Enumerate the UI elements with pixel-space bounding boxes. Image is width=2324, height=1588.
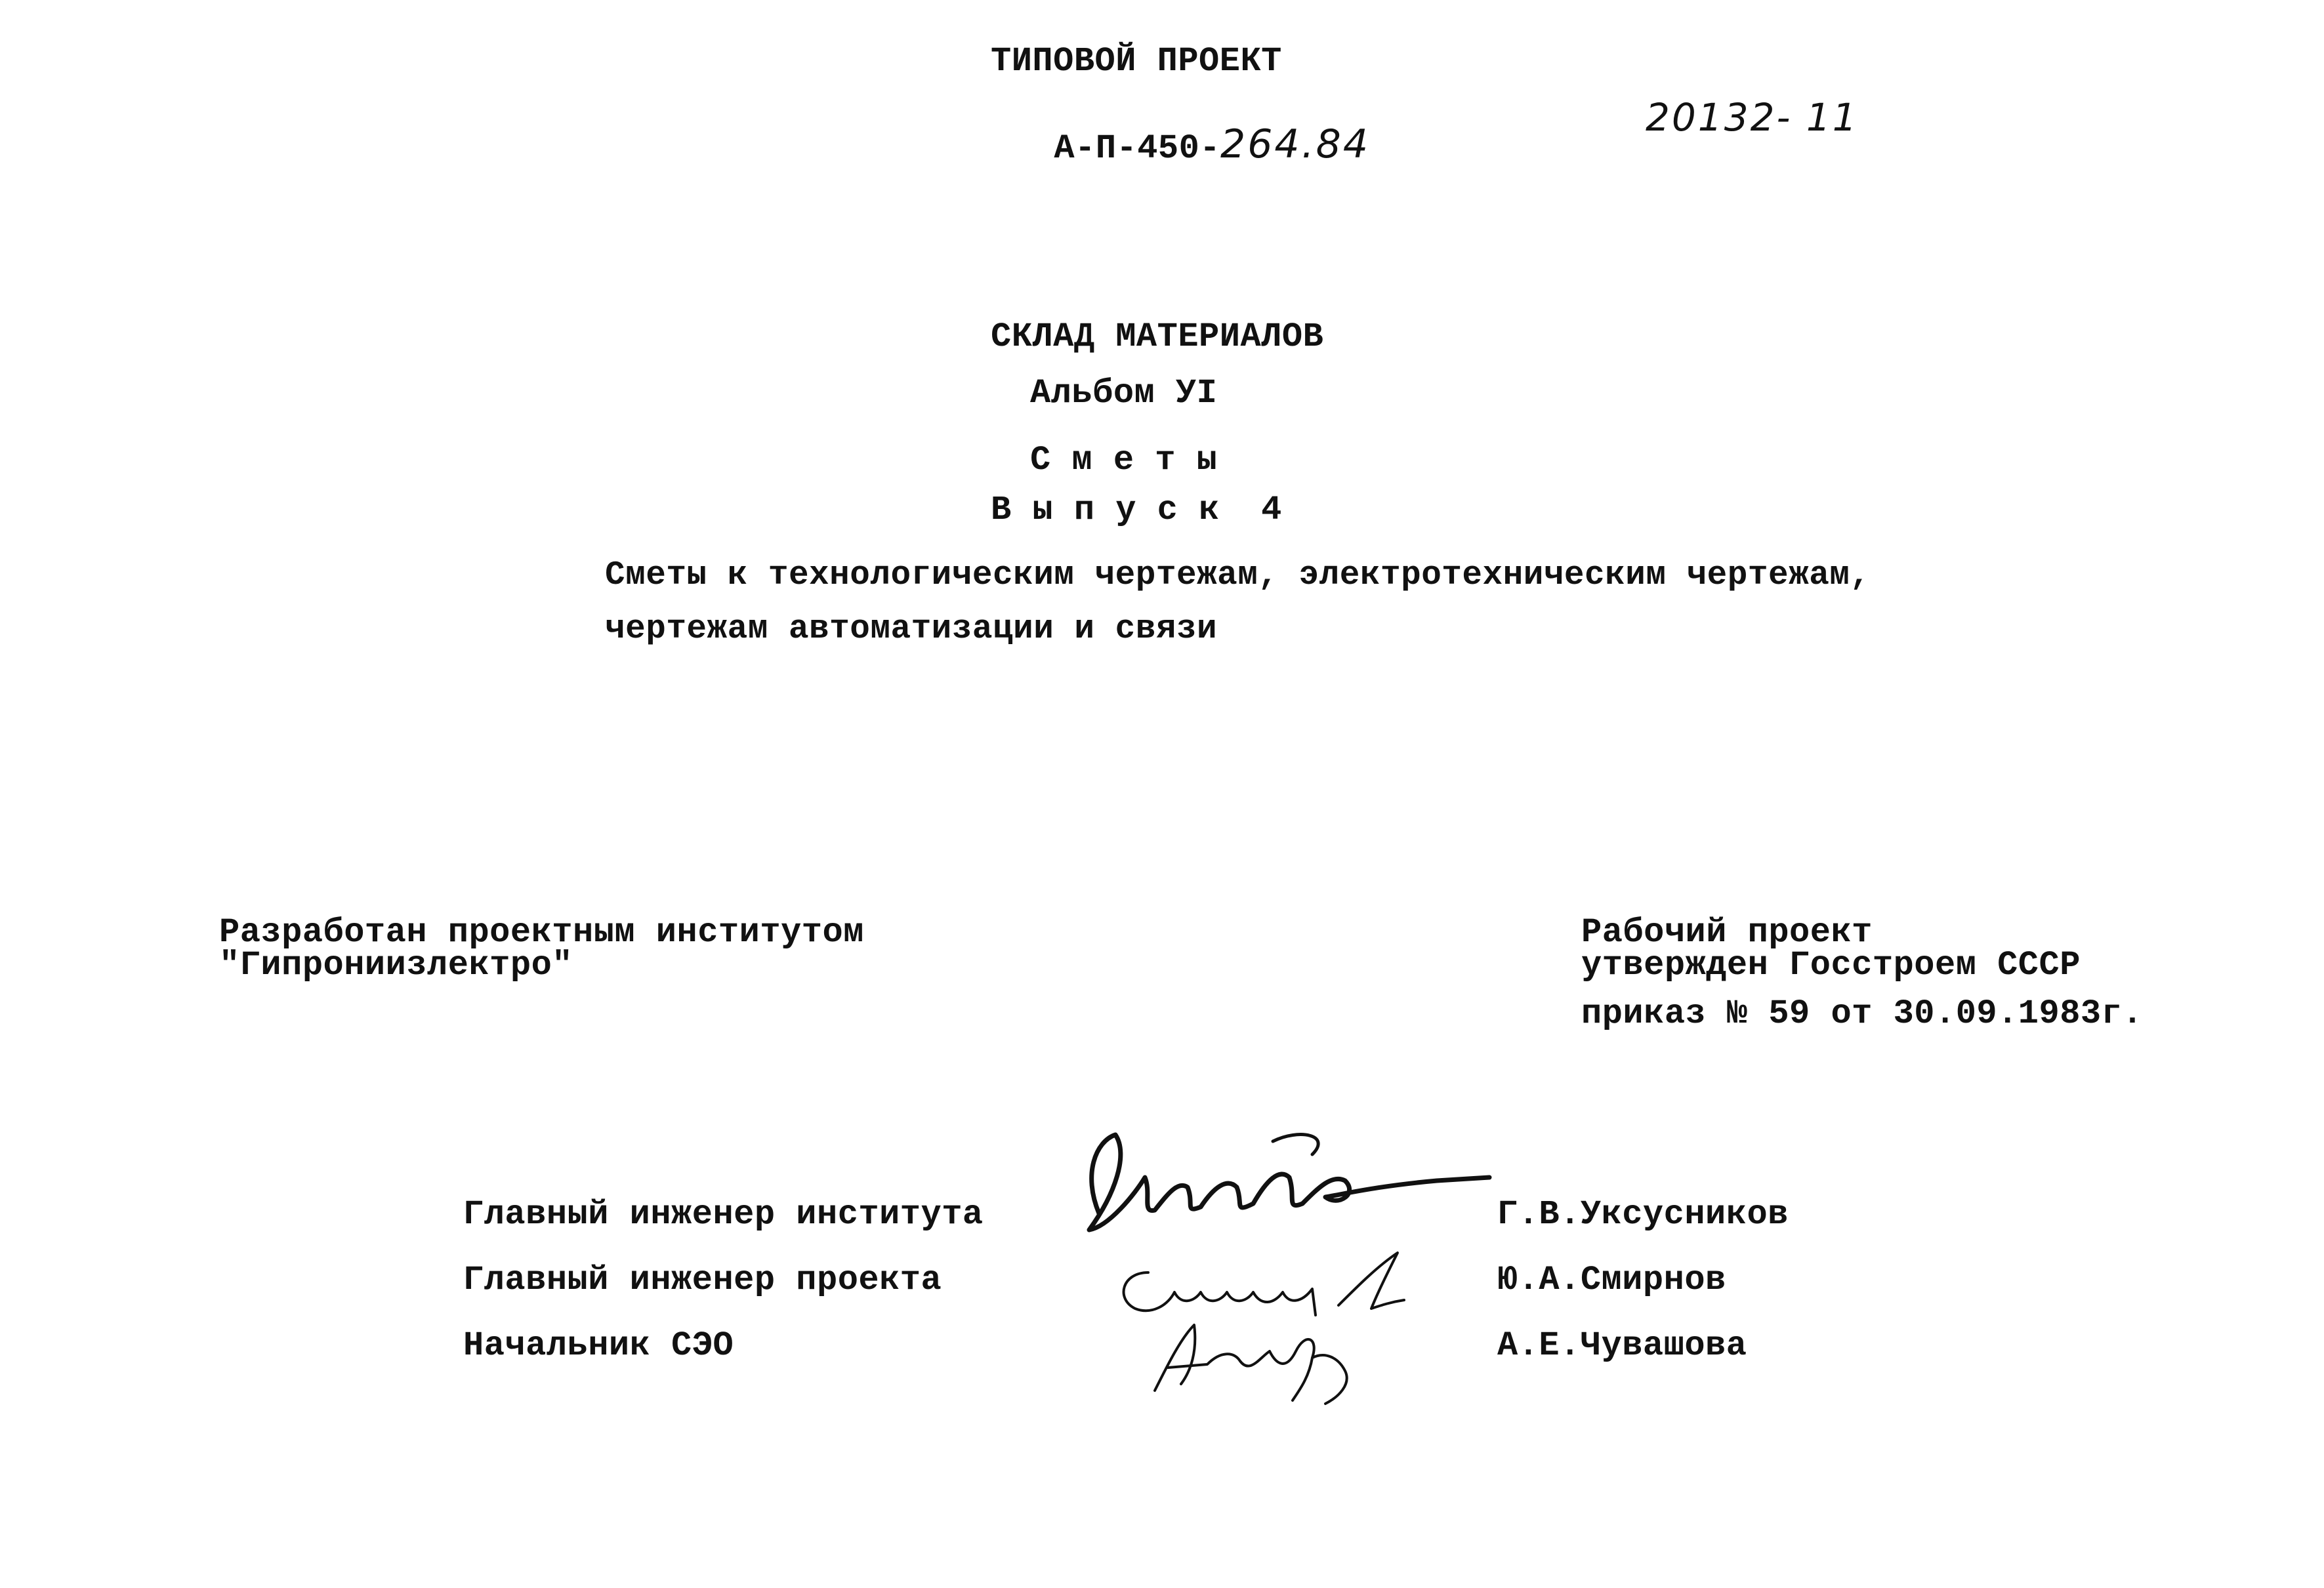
approval-line-1: Рабочий проект [1581,913,1873,952]
signatory-name-2: Ю.А.Смирнов [1497,1261,1726,1299]
description-line-2: чертежам автоматизации и связи [605,611,1218,648]
object-name: СКЛАД МАТЕРИАЛОВ [991,317,1324,356]
project-code-typed: А-П-450- [1054,129,1221,168]
album-label: Альбом УI [1030,374,1218,413]
project-code [1029,113,1370,178]
approval-line-3: приказ № 59 от 30.09.1983г. [1581,994,2144,1033]
section-title: С м е т ы [1030,441,1218,479]
signatory-name-3: А.Е.Чувашова [1497,1326,1747,1365]
approval-line-2: утвержден Госстроем СССР [1581,946,2081,985]
signatory-role-2: Главный инженер проекта [463,1261,942,1299]
project-code-handwritten: 264.84 [1220,121,1370,167]
signatory-role-3: Начальник СЭО [463,1326,734,1365]
developer-line-1: Разработан проектным институтом [219,913,864,952]
description-line-1: Сметы к технологическим чертежам, электротехническим чертежам, [605,557,1871,594]
project-type: ТИПОВОЙ ПРОЕКТ [991,42,1282,81]
signature-chief-engineer-institute [1037,1115,1509,1266]
developer-line-2: "Гипрониизлектро" [219,946,573,985]
issue-label: В ы п у с к 4 [991,491,1282,529]
signatory-name-1: Г.В.Уксусников [1497,1195,1789,1234]
signatory-role-1: Главный инженер института [463,1195,984,1234]
signature-head-seo [1129,1312,1378,1410]
archive-number: 20132- 11 [1646,95,1859,140]
